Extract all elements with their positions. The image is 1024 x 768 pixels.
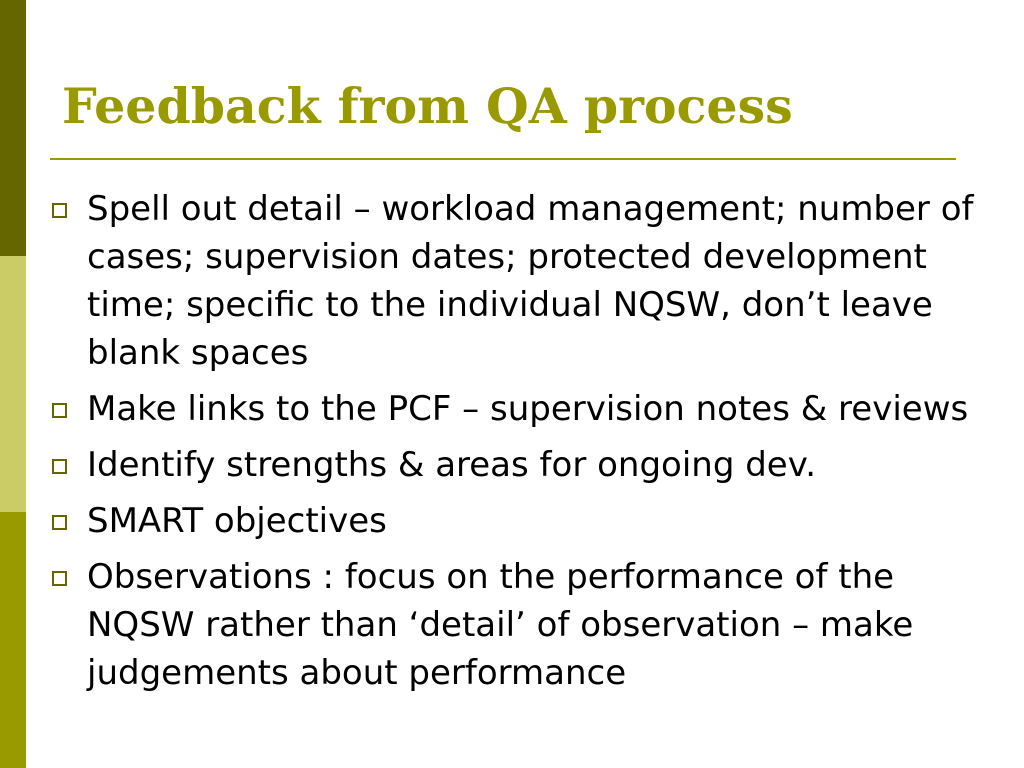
bullet-item [52,385,992,433]
square-bullet-icon [52,403,67,418]
slide-title: Feedback from QA process [62,77,793,135]
bullet-item [52,553,992,697]
bullet-text: Observations : focus on the performance of the NQSW rather than ‘detail’ of observation – make judgements about performance [87,557,914,693]
bullet-item [52,497,992,545]
bullet-text: Make links to the PCF – supervision notes & reviews [87,389,969,429]
bullet-text: SMART objectives [87,501,387,541]
bullet-item [52,441,992,489]
square-bullet-icon [52,459,67,474]
square-bullet-icon [52,515,67,530]
sidebar-accent-bottom [0,512,26,768]
bullet-text: Spell out detail – workload management; number of cases; supervision dates; protected development time; specific to the individual NQSW, don’t leave blank spaces [87,189,974,373]
sidebar-accent-middle [0,256,26,512]
bullet-item [52,185,992,377]
square-bullet-icon [52,203,67,218]
square-bullet-icon [52,571,67,586]
sidebar-accent-top [0,0,26,256]
bullet-list [52,185,992,697]
bullet-text: Identify strengths & areas for ongoing dev. [87,445,817,485]
title-underline [50,158,956,160]
